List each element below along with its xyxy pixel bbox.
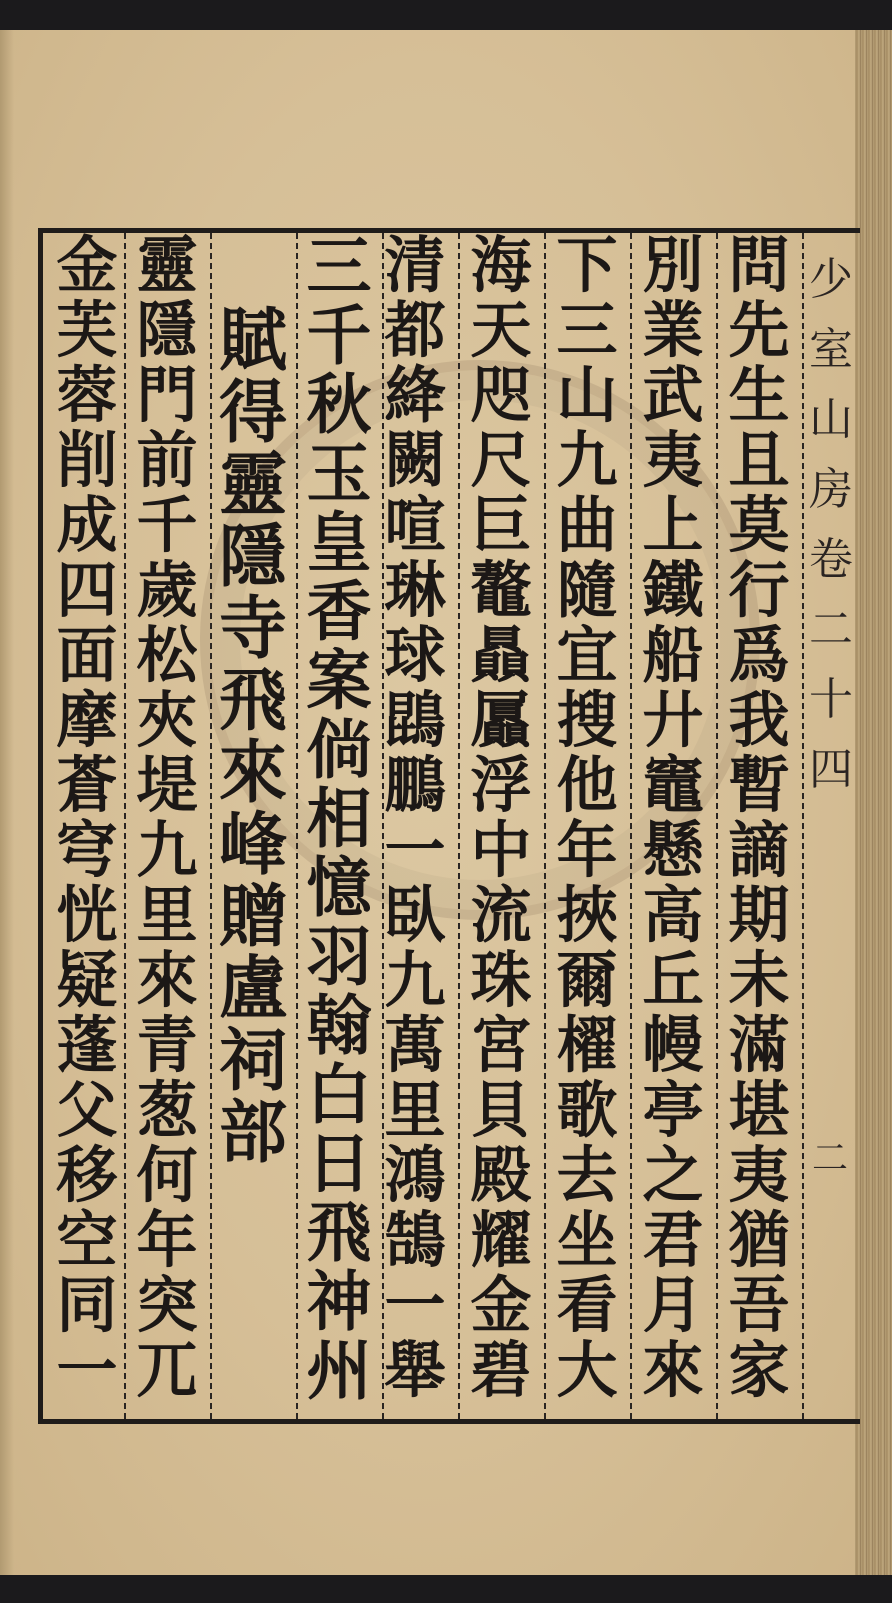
header-glyph: 卷: [809, 534, 853, 585]
glyph: 海: [470, 230, 532, 301]
glyph: 飛: [306, 1195, 372, 1271]
glyph: 倘: [306, 712, 372, 788]
glyph: 里: [384, 1075, 446, 1146]
glyph: 寺: [218, 589, 287, 669]
glyph: 球: [384, 620, 446, 691]
glyph: 盧: [218, 949, 287, 1029]
glyph: 夾: [136, 685, 198, 756]
column-rule: [802, 233, 804, 1419]
glyph: 移: [56, 1140, 118, 1211]
text-column-3: [544, 230, 630, 1419]
text-column-9: [44, 230, 130, 1419]
glyph: 大: [556, 1335, 618, 1406]
glyph: 他: [556, 750, 618, 821]
glyph: 曲: [556, 490, 618, 561]
glyph: 玉: [306, 436, 372, 512]
glyph: 突: [136, 1270, 198, 1341]
glyph: 鵠: [384, 1205, 446, 1276]
glyph: 之: [642, 1140, 704, 1211]
glyph: 祠: [218, 1021, 287, 1101]
glyph: 喧: [384, 490, 446, 561]
glyph: 去: [556, 1140, 618, 1211]
glyph: 家: [728, 1335, 790, 1406]
glyph: 贔: [470, 620, 532, 691]
text-column-2: [630, 230, 716, 1419]
glyph: 隨: [556, 555, 618, 626]
glyph: 上: [642, 490, 704, 561]
glyph: 金: [56, 230, 118, 301]
glyph: 高: [642, 880, 704, 951]
book-page-edges: [855, 30, 892, 1575]
glyph: 尺: [470, 425, 532, 496]
glyph: 芙: [56, 295, 118, 366]
header-glyph: 房: [809, 464, 853, 515]
glyph: 暫: [728, 750, 790, 821]
glyph: 穹: [56, 815, 118, 886]
glyph: 夷: [728, 1140, 790, 1211]
glyph: 四: [56, 555, 118, 626]
glyph: 門: [136, 360, 198, 431]
header-glyph: 四: [809, 744, 853, 795]
glyph: 飛: [218, 661, 287, 741]
glyph: 看: [556, 1270, 618, 1341]
glyph: 葱: [136, 1075, 198, 1146]
glyph: 山: [556, 360, 618, 431]
glyph: 秋: [306, 367, 372, 443]
glyph: 宜: [556, 620, 618, 691]
glyph: 碧: [470, 1335, 532, 1406]
glyph: 青: [136, 1010, 198, 1081]
text-column-5: [372, 230, 458, 1419]
glyph: 靈: [218, 445, 287, 525]
glyph: 竈: [642, 750, 704, 821]
header-glyph: 少: [809, 254, 853, 305]
page-gutter-shadow: [0, 30, 14, 1575]
glyph: 堤: [136, 750, 198, 821]
glyph: 年: [556, 815, 618, 886]
glyph: 君: [642, 1205, 704, 1276]
glyph: 中: [470, 815, 532, 886]
glyph: 月: [642, 1270, 704, 1341]
glyph: 爲: [728, 620, 790, 691]
glyph: 耀: [470, 1205, 532, 1276]
glyph: 亭: [642, 1075, 704, 1146]
header-glyph: 山: [809, 394, 853, 445]
glyph: 夷: [642, 425, 704, 496]
glyph: 浮: [470, 750, 532, 821]
glyph: 歲: [136, 555, 198, 626]
glyph: 生: [728, 360, 790, 431]
glyph: 兀: [136, 1335, 198, 1406]
glyph: 鴻: [384, 1140, 446, 1211]
glyph: 都: [384, 295, 446, 366]
glyph: 空: [56, 1205, 118, 1276]
glyph: 搜: [556, 685, 618, 756]
glyph: 鼇: [470, 555, 532, 626]
glyph: 前: [136, 425, 198, 496]
glyph: 何: [136, 1140, 198, 1211]
page-number: 二: [812, 1138, 849, 1179]
glyph: 來: [136, 945, 198, 1016]
glyph: 莫: [728, 490, 790, 561]
glyph: 幔: [642, 1010, 704, 1081]
glyph: 猶: [728, 1205, 790, 1276]
glyph: 絳: [384, 360, 446, 431]
glyph: 丘: [642, 945, 704, 1016]
glyph: 翰: [306, 988, 372, 1064]
glyph: 宮: [470, 1010, 532, 1081]
glyph: 蒼: [56, 750, 118, 821]
glyph: 摩: [56, 685, 118, 756]
text-column-6: [296, 229, 382, 1419]
glyph: 金: [470, 1270, 532, 1341]
glyph: 闕: [384, 425, 446, 496]
glyph: 相: [306, 781, 372, 857]
glyph: 得: [218, 373, 287, 453]
glyph: 三: [306, 229, 372, 305]
glyph: 珠: [470, 945, 532, 1016]
glyph: 未: [728, 945, 790, 1016]
glyph: 削: [56, 425, 118, 496]
glyph: 一: [384, 1270, 446, 1341]
glyph: 神: [306, 1264, 372, 1340]
glyph: 隱: [218, 517, 287, 597]
glyph: 歌: [556, 1075, 618, 1146]
glyph: 白: [306, 1057, 372, 1133]
glyph: 面: [56, 620, 118, 691]
glyph: 先: [728, 295, 790, 366]
glyph: 問: [728, 230, 790, 301]
glyph: 蓉: [56, 360, 118, 431]
glyph: 隱: [136, 295, 198, 366]
glyph: 來: [642, 1335, 704, 1406]
glyph: 一: [384, 815, 446, 886]
glyph: 咫: [470, 360, 532, 431]
text-column-1: [716, 230, 802, 1419]
glyph: 九: [384, 945, 446, 1016]
glyph: 三: [556, 295, 618, 366]
glyph: 清: [384, 230, 446, 301]
glyph: 年: [136, 1205, 198, 1276]
glyph: 千: [136, 490, 198, 561]
glyph: 舉: [384, 1335, 446, 1406]
glyph: 成: [56, 490, 118, 561]
glyph: 鵬: [384, 750, 446, 821]
glyph: 來: [218, 733, 287, 813]
glyph: 一: [56, 1335, 118, 1406]
glyph: 期: [728, 880, 790, 951]
glyph: 堪: [728, 1075, 790, 1146]
glyph: 廾: [642, 685, 704, 756]
glyph: 屭: [470, 685, 532, 756]
glyph: 琳: [384, 555, 446, 626]
glyph: 滿: [728, 1010, 790, 1081]
glyph: 靈: [136, 230, 198, 301]
glyph: 殿: [470, 1140, 532, 1211]
glyph: 部: [218, 1093, 287, 1173]
glyph: 業: [642, 295, 704, 366]
glyph: 同: [56, 1270, 118, 1341]
glyph: 天: [470, 295, 532, 366]
glyph: 里: [136, 880, 198, 951]
glyph: 船: [642, 620, 704, 691]
glyph: 松: [136, 620, 198, 691]
glyph: 千: [306, 298, 372, 374]
glyph: 行: [728, 555, 790, 626]
glyph: 日: [306, 1126, 372, 1202]
glyph: 吾: [728, 1270, 790, 1341]
text-column-4: [458, 230, 544, 1419]
running-header: [806, 245, 856, 805]
glyph: 贈: [218, 877, 287, 957]
glyph: 別: [642, 230, 704, 301]
glyph: 鐵: [642, 555, 704, 626]
glyph: 我: [728, 685, 790, 756]
glyph: 萬: [384, 1010, 446, 1081]
glyph: 案: [306, 643, 372, 719]
glyph: 爾: [556, 945, 618, 1016]
glyph: 流: [470, 880, 532, 951]
glyph: 謫: [728, 815, 790, 886]
glyph: 坐: [556, 1205, 618, 1276]
glyph: 蓬: [56, 1010, 118, 1081]
text-column-7: [210, 233, 296, 1419]
glyph: 九: [136, 815, 198, 886]
glyph: 九: [556, 425, 618, 496]
glyph: 峰: [218, 805, 287, 885]
glyph: 臥: [384, 880, 446, 951]
glyph: 挾: [556, 880, 618, 951]
glyph: 羽: [306, 919, 372, 995]
glyph: 憶: [306, 850, 372, 926]
glyph: [210, 233, 296, 305]
glyph: 州: [306, 1333, 372, 1409]
glyph: 下: [556, 230, 618, 301]
header-glyph: 二: [809, 604, 853, 655]
glyph: 香: [306, 574, 372, 650]
text-column-8: [124, 230, 210, 1419]
glyph: 櫂: [556, 1010, 618, 1081]
glyph: 武: [642, 360, 704, 431]
glyph: 且: [728, 425, 790, 496]
glyph: 巨: [470, 490, 532, 561]
glyph: 賦: [218, 301, 287, 381]
header-glyph: 十: [809, 674, 853, 725]
header-glyph: 室: [809, 324, 853, 375]
glyph: 懸: [642, 815, 704, 886]
glyph: 疑: [56, 945, 118, 1016]
glyph: 貝: [470, 1075, 532, 1146]
glyph: 鵾: [384, 685, 446, 756]
glyph: 皇: [306, 505, 372, 581]
glyph: 父: [56, 1075, 118, 1146]
glyph: 恍: [56, 880, 118, 951]
